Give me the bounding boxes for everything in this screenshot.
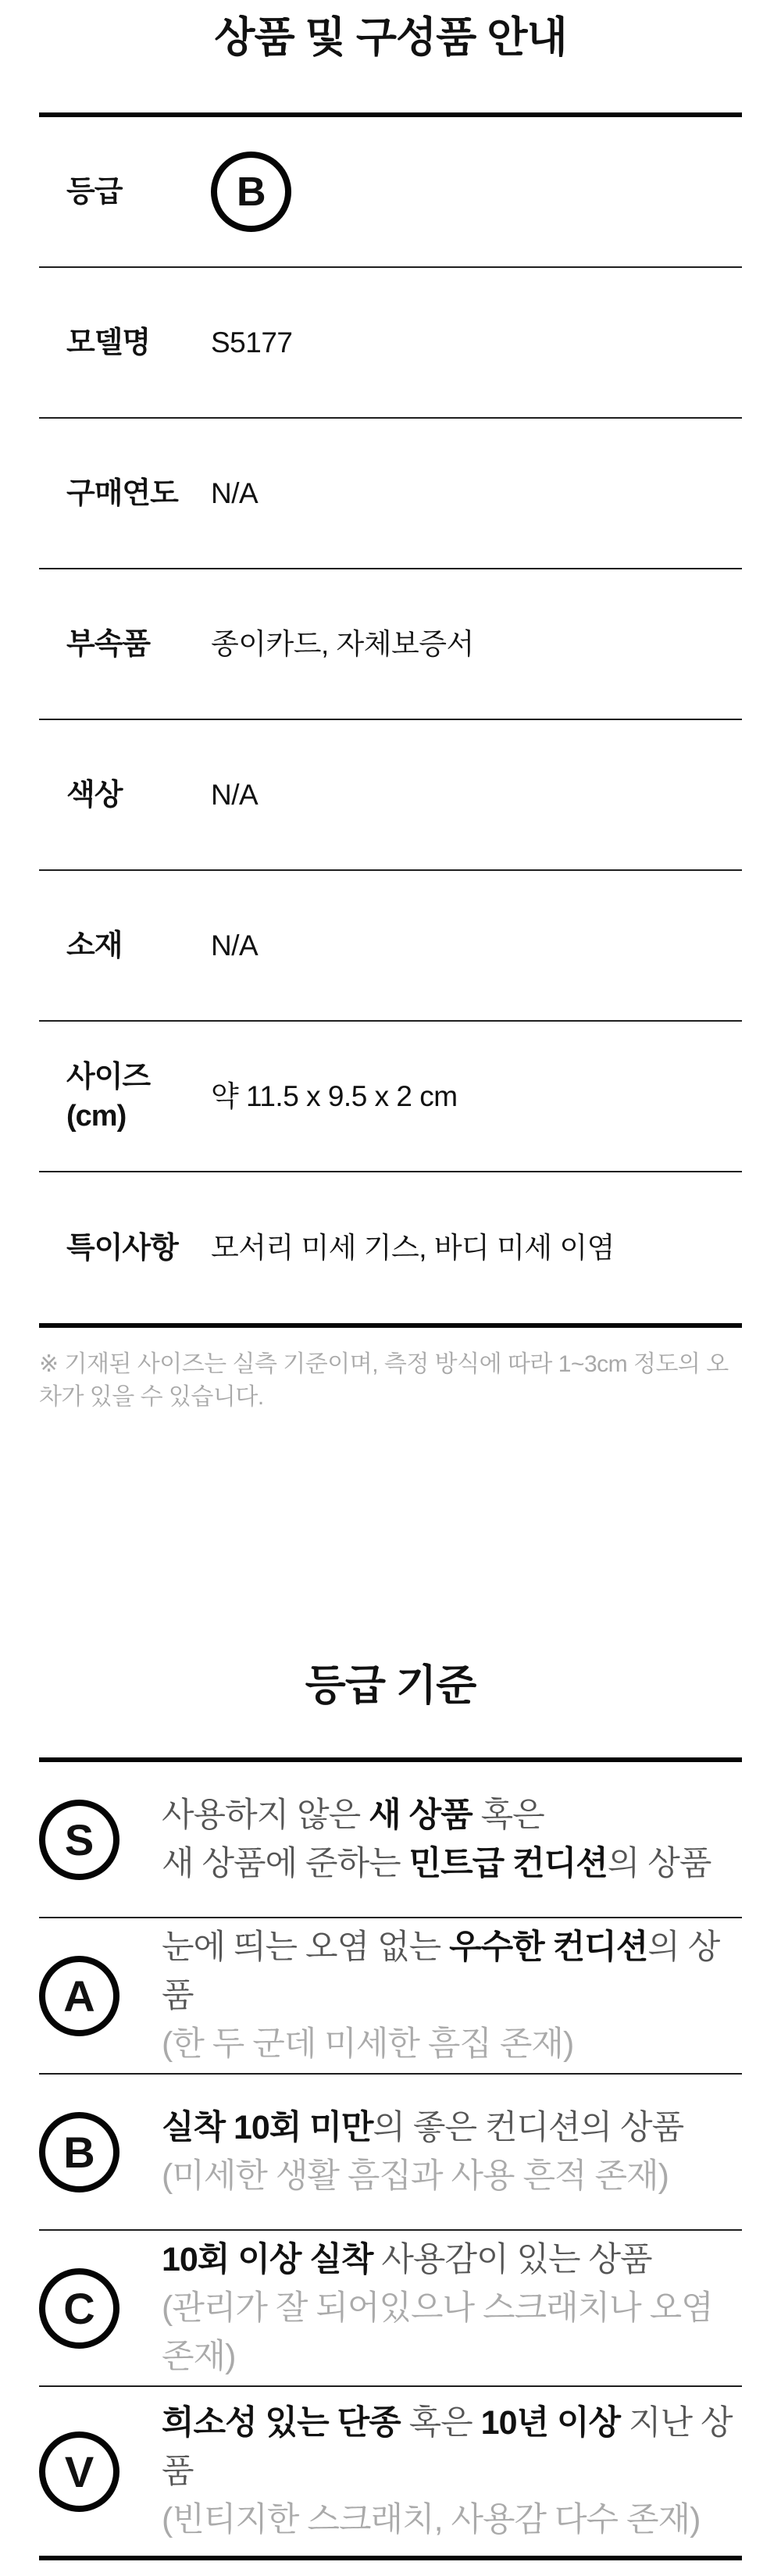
grade-description [162,2103,683,2200]
grade-description-line: 10회 이상 실착 사용감이 있는 상품 [162,2241,652,2278]
grade-description-line: 실착 10회 미만의 좋은 컨디션의 상품 [162,2109,684,2146]
spec-label: 모델명 [66,326,151,359]
grade-description-line: 눈에 띄는 오염 없는 우수한 컨디션의 상품 [162,1928,720,2014]
spec-value [211,152,291,232]
grade-description-line: (미세한 생활 흠집과 사용 흔적 존재) [162,2157,669,2195]
spec-label: 색상 [66,778,123,812]
spec-value: N/A [211,476,259,509]
grade-criteria-list [39,1757,742,2560]
spec-label: 특이사항 [66,1231,178,1265]
grade-row-v [39,2387,742,2556]
spec-label: 구매연도 [66,476,178,510]
grade-c-badge-icon: C [39,2268,119,2349]
grade-badge-circle-icon: B [211,152,291,232]
spec-label: 부속품 [66,627,151,661]
grade-description-line: (빈티지한 스크래치, 사용감 다수 존재) [162,2501,701,2539]
product-section-title: 상품 및 구성품 안내 [214,14,567,61]
grade-a-badge-icon: A [39,1956,119,2036]
grade-row-c [39,2231,742,2387]
grade-description [162,1791,711,1888]
spec-row-5 [39,871,742,1022]
spec-row-3 [39,569,742,720]
spec-row-2 [39,419,742,569]
grade-description [162,2235,742,2381]
grade-description [162,1923,742,2068]
spec-label: 등급 [66,175,123,209]
grade-description-line: 사용하지 않은 새 상품 혹은 [162,1796,544,1834]
spec-value: 약 11.5 x 9.5 x 2 cm [211,1079,458,1112]
spec-value: N/A [211,929,259,962]
grade-description-line: 새 상품에 준하는 민트급 컨디션의 상품 [162,1845,711,1882]
spec-value: N/A [211,778,259,811]
grade-criteria-title: 등급 기준 [305,1662,476,1709]
grade-description-line: (관리가 잘 되어있으나 스크래치나 오염 존재) [162,2289,713,2375]
grade-b-badge-icon: B [39,2112,119,2192]
grade-description [162,2399,742,2544]
size-disclaimer-note: ※ 기재된 사이즈는 실측 기준이며, 측정 방식에 따라 1~3cm 정도의 오차가 있을 수 있습니다. [39,1351,729,1410]
spec-value: 종이카드, 자체보증서 [211,627,474,660]
product-spec-table [39,112,742,1328]
spec-row-1 [39,268,742,419]
grade-row-b [39,2075,742,2231]
spec-row-0 [39,117,742,268]
spec-row-4 [39,720,742,871]
spec-label: 사이즈 (cm) [66,1060,151,1133]
grade-s-badge-icon: S [39,1800,119,1880]
spec-row-7 [39,1172,742,1323]
grade-row-s [39,1762,742,1918]
spec-value: 모서리 미세 기스, 바디 미세 이염 [211,1231,615,1264]
grade-row-a [39,1918,742,2075]
spec-label: 소재 [66,929,123,962]
grade-description-line: 희소성 있는 단종 혹은 10년 이상 지난 상품 [162,2404,733,2490]
spec-row-6 [39,1022,742,1172]
spec-value: S5177 [211,326,293,359]
grade-v-badge-icon: V [39,2432,119,2512]
grade-description-line: (한 두 군데 미세한 흠집 존재) [162,2025,574,2063]
